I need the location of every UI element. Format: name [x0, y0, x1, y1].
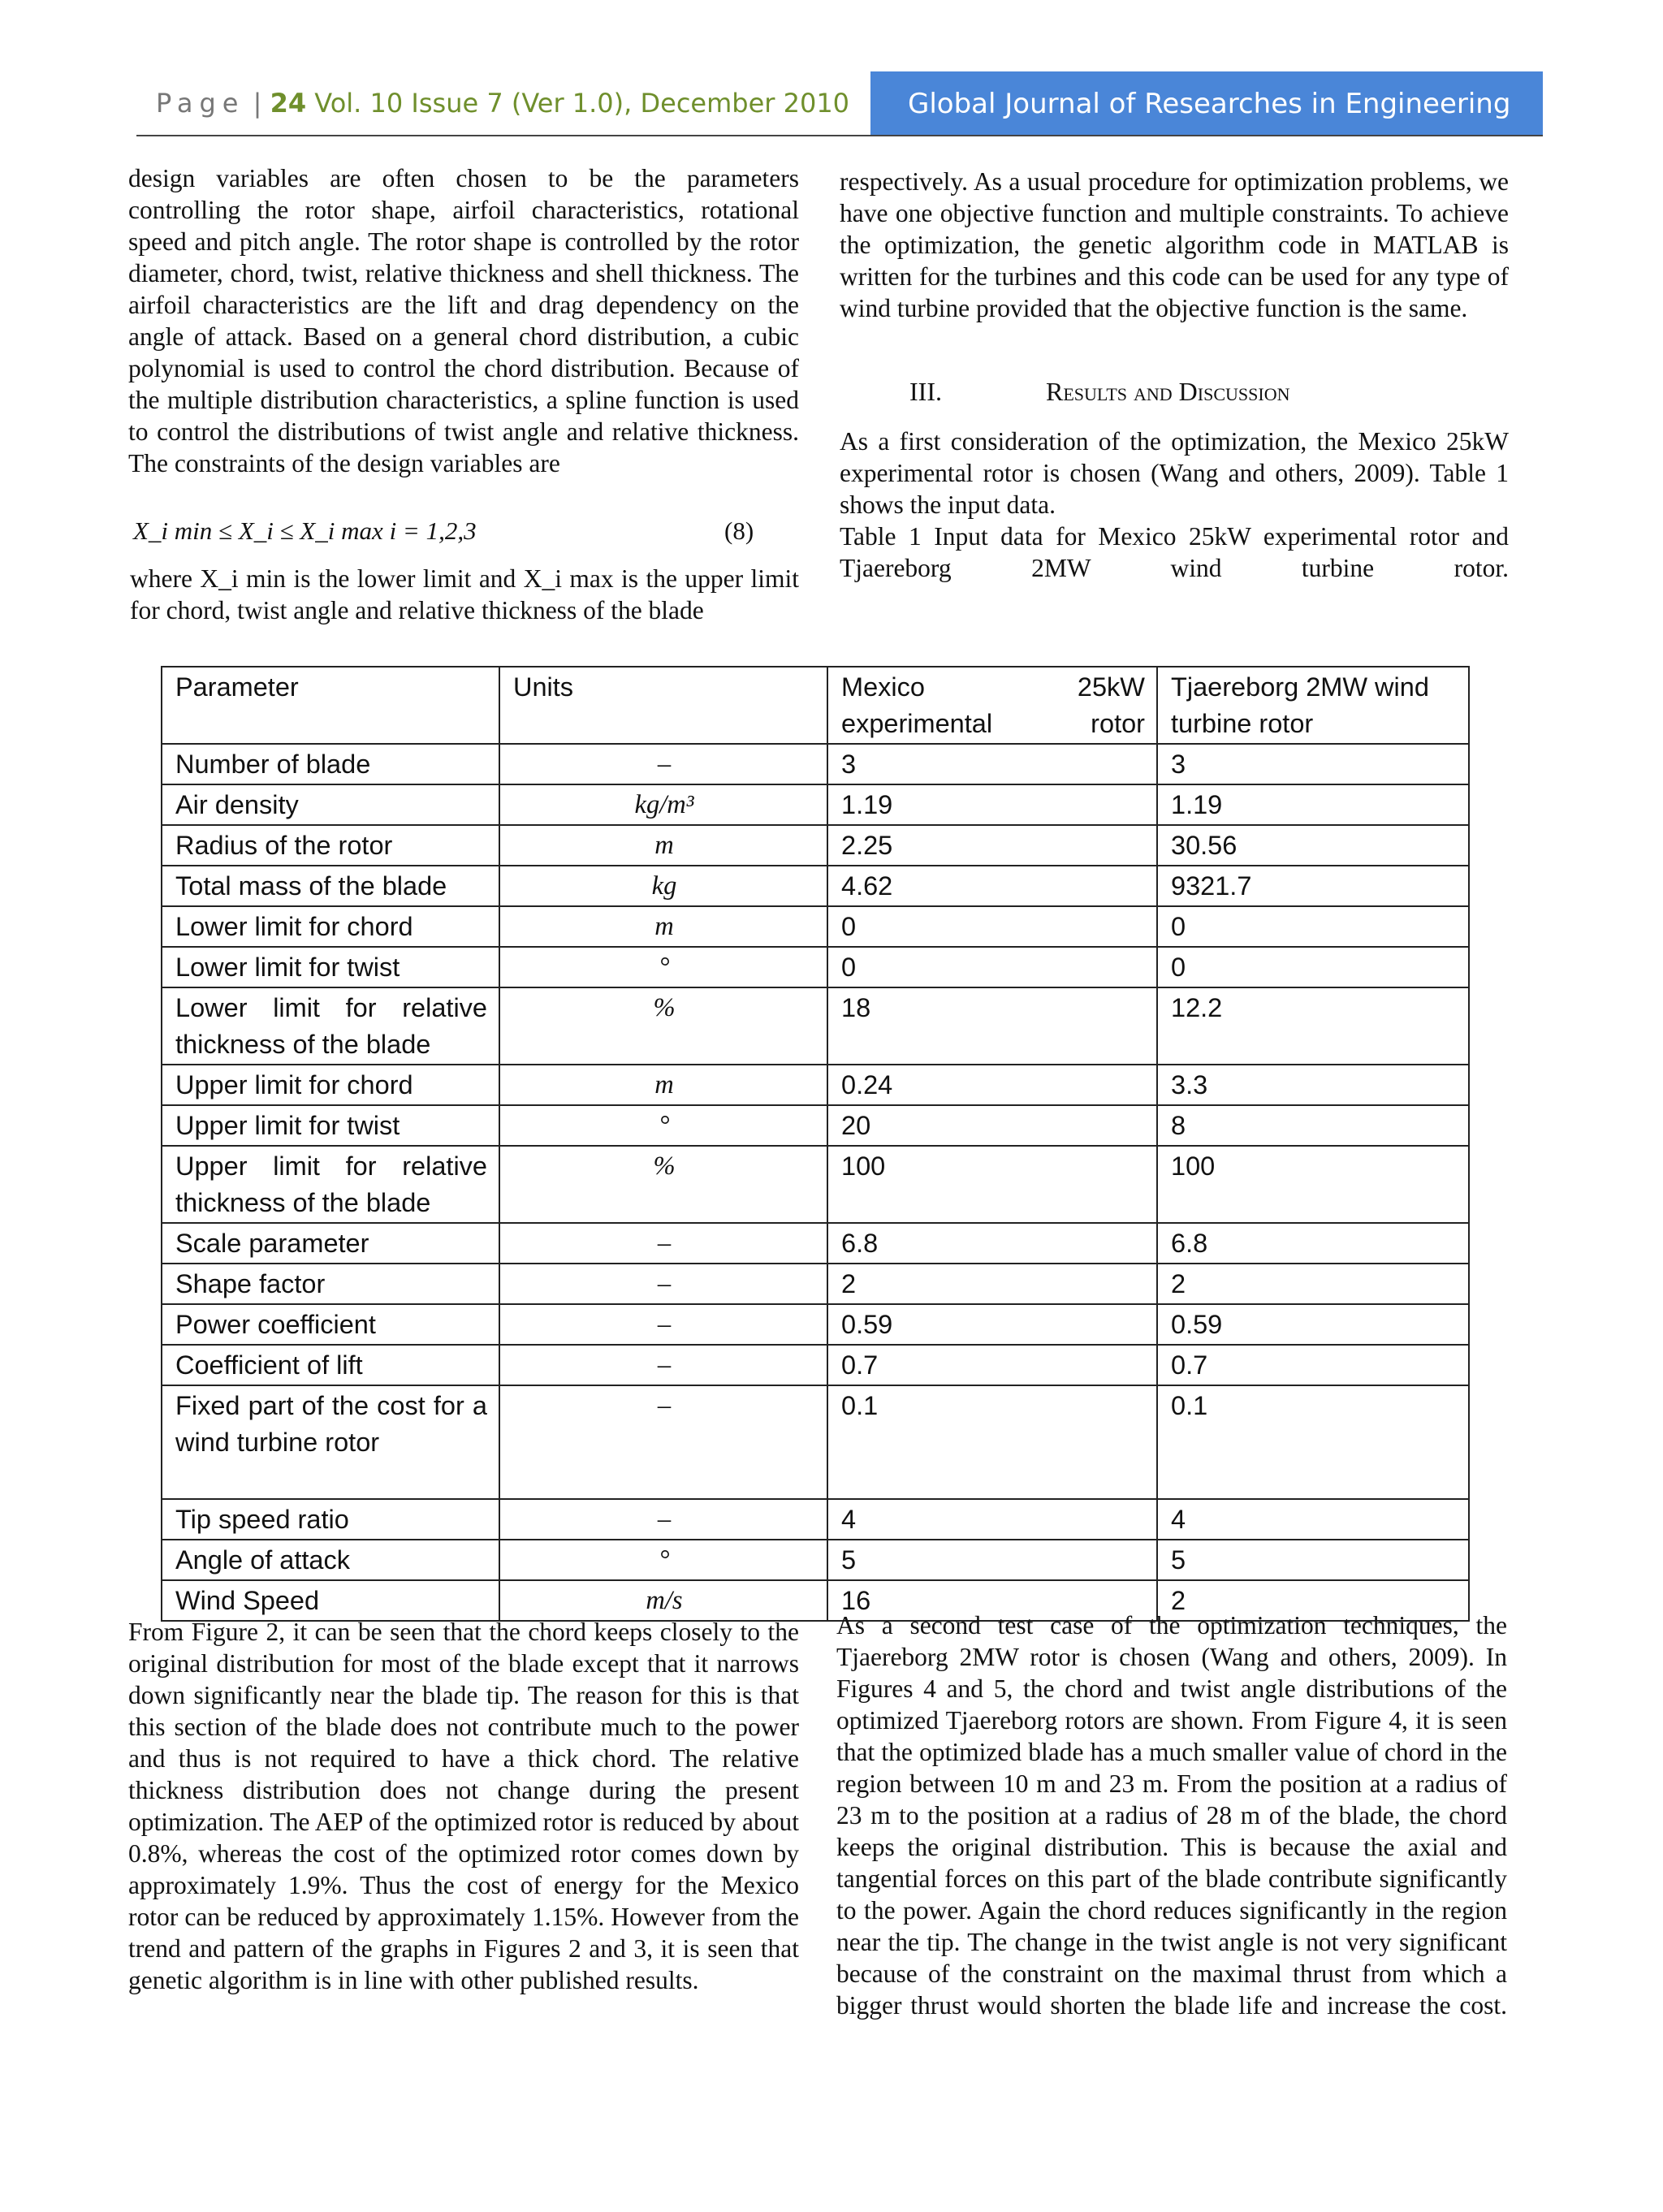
cell-parameter: Upper limit for twist [162, 1105, 499, 1146]
cell-units: m [499, 1065, 827, 1105]
table-row [162, 784, 1469, 825]
cell-units: kg/m³ [499, 784, 827, 825]
table-row [162, 1146, 1469, 1223]
volume-info: Vol. 10 Issue 7 (Ver 1.0), December 2010 [314, 88, 850, 119]
paragraph: design variables are often chosen to be the parameters controlling the rotor shape, airfoil characteristics, rotational speed and pitch angle. The rotor shape is controlled by the rotor diameter, chord, twist, relative thickness and shell thickness. The airfoil characteristics are the lift and drag dependency on the angle of attack. Based on a general chord distribution, a cubic polynomial is used to control the chord distribution. Because of the multiple distribution characteristics, a spline function is used to control the distributions of twist angle and relative thickness. The constraints of the design variables are [128, 164, 799, 477]
cell-tjaereborg: 3 [1157, 744, 1469, 784]
cell-tjaereborg: 6.8 [1157, 1223, 1469, 1264]
cell-mexico: 0.59 [827, 1304, 1157, 1345]
cell-units: ° [499, 947, 827, 987]
cell-parameter: Tip speed ratio [162, 1499, 499, 1540]
table-row [162, 744, 1469, 784]
table-row [162, 947, 1469, 987]
paragraph: As a second test case of the optimization techniques, the Tjaereborg 2MW rotor is chosen (Wang and others, 2009). In Figures 4 and 5, the chord and twist angle distributions of the optimized Tjaereborg rotors are shown. From Figure 4, it is seen that the optimized blade has a much smaller value of chord in the region between 10 m and 23 m. From the position at a radius of 23 m to the position at a radius of 28 m of the blade, the chord keeps the original distribution. This is because the axial and tangential forces on this part of the blade contribute significantly to the power. Again the chord reduces significantly in the region near the tip. The change in the twist angle is not very significant because of the constraint on the maximal thrust from which a bigger thrust would shorten the blade life and increase the cost. [836, 1611, 1507, 2020]
equation-number: (8) [724, 516, 754, 545]
cell-parameter: Lower limit for chord [162, 906, 499, 947]
cell-units: m/s [499, 1580, 827, 1621]
cell-parameter: Lower limit for twist [162, 947, 499, 987]
cell-parameter: Angle of attack [162, 1540, 499, 1580]
cell-tjaereborg: 0.7 [1157, 1345, 1469, 1385]
cell-units: – [499, 1385, 827, 1499]
cell-tjaereborg: 8 [1157, 1105, 1469, 1146]
cell-parameter: Number of blade [162, 744, 499, 784]
header-mexico: Mexico 25kW experimental rotor [827, 667, 1157, 744]
cell-tjaereborg: 12.2 [1157, 987, 1469, 1065]
header-tjaereborg: Tjaereborg 2MW wind turbine rotor [1157, 667, 1469, 744]
cell-parameter: Fixed part of the cost for a wind turbine rotor [162, 1385, 499, 1499]
table-header-row [162, 667, 1469, 744]
table-row [162, 1345, 1469, 1385]
page-number: 24 [270, 88, 307, 119]
cell-units: ° [499, 1540, 827, 1580]
cell-tjaereborg: 30.56 [1157, 825, 1469, 866]
paragraph: respectively. As a usual procedure for optimization problems, we have one objective function and multiple constraints. To achieve the optimization, the genetic algorithm code in MATLAB is written for the turbines and this code can be used for any type of wind turbine provided that the objective function is the same. [840, 167, 1509, 322]
section-number: III. [909, 377, 942, 406]
running-header [156, 88, 849, 119]
left-column-after-equation [130, 563, 799, 626]
cell-parameter: Upper limit for chord [162, 1065, 499, 1105]
table-row [162, 1264, 1469, 1304]
header-separator: | [253, 88, 262, 119]
cell-parameter: Upper limit for relative thickness of the blade [162, 1146, 499, 1223]
cell-parameter: Air density [162, 784, 499, 825]
cell-mexico: 4 [827, 1499, 1157, 1540]
cell-mexico: 0 [827, 947, 1157, 987]
cell-mexico: 3 [827, 744, 1157, 784]
cell-mexico: 100 [827, 1146, 1157, 1223]
cell-mexico: 20 [827, 1105, 1157, 1146]
cell-tjaereborg: 5 [1157, 1540, 1469, 1580]
journal-banner [870, 71, 1543, 136]
cell-mexico: 2 [827, 1264, 1157, 1304]
cell-mexico: 4.62 [827, 866, 1157, 906]
cell-tjaereborg: 2 [1157, 1264, 1469, 1304]
cell-units: % [499, 1146, 827, 1223]
cell-tjaereborg: 9321.7 [1157, 866, 1469, 906]
journal-title: Global Journal of Researches in Engineering [908, 88, 1511, 120]
constraint-equation [133, 516, 799, 546]
cell-units: – [499, 1264, 827, 1304]
cell-mexico: 18 [827, 987, 1157, 1065]
table-row [162, 1540, 1469, 1580]
paragraph: As a first consideration of the optimization, the Mexico 25kW experimental rotor is chosen (Wang and others, 2009). Table 1 shows the input data. [840, 427, 1509, 519]
cell-tjaereborg: 0 [1157, 947, 1469, 987]
right-column-bottom [836, 1609, 1507, 2021]
cell-tjaereborg: 3.3 [1157, 1065, 1469, 1105]
table-row [162, 866, 1469, 906]
cell-units: ° [499, 1105, 827, 1146]
left-column-top [128, 162, 799, 479]
page-word: Page [156, 88, 245, 119]
cell-tjaereborg: 2 [1157, 1580, 1469, 1621]
paragraph: From Figure 2, it can be seen that the chord keeps closely to the original distribution for most of the blade except that it narrows down significantly near the blade tip. The reason for this is that this section of the blade does not contribute much to the power and thus is not required to have a thick chord. The relative thickness distribution does not change during the present optimization. The AEP of the optimized rotor is reduced by about 0.8%, whereas the cost of the optimized rotor comes down by approximately 1.9%. Thus the cost of energy for the Mexico rotor can be reduced by approximately 1.15%. However from the trend and pattern of the graphs in Figures 2 and 3, it is seen that genetic algorithm is in line with other published results. [128, 1618, 799, 1994]
cell-units: – [499, 1499, 827, 1540]
table-caption: Table 1 Input data for Mexico 25kW experimental rotor and Tjaereborg 2MW wind turbine rotor. [840, 522, 1509, 582]
table-row [162, 1065, 1469, 1105]
input-data-table [161, 666, 1470, 1622]
cell-mexico: 0.1 [827, 1385, 1157, 1499]
table-row [162, 1105, 1469, 1146]
paragraph: where X_i min is the lower limit and X_i max is the upper limit for chord, twist angle and relative thickness of the blade [130, 564, 799, 624]
cell-mexico: 0 [827, 906, 1157, 947]
cell-parameter: Lower limit for relative thickness of the blade [162, 987, 499, 1065]
cell-tjaereborg: 0 [1157, 906, 1469, 947]
cell-parameter: Shape factor [162, 1264, 499, 1304]
right-column-top [840, 166, 1509, 324]
cell-tjaereborg: 0.1 [1157, 1385, 1469, 1499]
cell-units: – [499, 744, 827, 784]
cell-mexico: 5 [827, 1540, 1157, 1580]
cell-units: % [499, 987, 827, 1065]
cell-parameter: Wind Speed [162, 1580, 499, 1621]
cell-units: – [499, 1345, 827, 1385]
cell-units: m [499, 825, 827, 866]
section-title: Results and Discussion [1046, 377, 1290, 406]
cell-units: kg [499, 866, 827, 906]
cell-parameter: Total mass of the blade [162, 866, 499, 906]
cell-parameter: Power coefficient [162, 1304, 499, 1345]
table-row [162, 825, 1469, 866]
cell-units: – [499, 1304, 827, 1345]
section-heading [909, 377, 1289, 407]
table-row [162, 906, 1469, 947]
cell-units: – [499, 1223, 827, 1264]
cell-tjaereborg: 0.59 [1157, 1304, 1469, 1345]
table-row [162, 1385, 1469, 1499]
cell-tjaereborg: 4 [1157, 1499, 1469, 1540]
cell-tjaereborg: 1.19 [1157, 784, 1469, 825]
table-row [162, 1304, 1469, 1345]
cell-parameter: Coefficient of lift [162, 1345, 499, 1385]
cell-mexico: 2.25 [827, 825, 1157, 866]
cell-mexico: 16 [827, 1580, 1157, 1621]
equation-text: X_i min ≤ X_i ≤ X_i max i = 1,2,3 [133, 516, 477, 545]
cell-mexico: 0.24 [827, 1065, 1157, 1105]
cell-mexico: 0.7 [827, 1345, 1157, 1385]
cell-units: m [499, 906, 827, 947]
cell-parameter: Radius of the rotor [162, 825, 499, 866]
cell-mexico: 1.19 [827, 784, 1157, 825]
right-column-intro [840, 426, 1509, 584]
header-divider [136, 135, 1543, 136]
table-row [162, 1223, 1469, 1264]
header-units: Units [499, 667, 827, 744]
cell-parameter: Scale parameter [162, 1223, 499, 1264]
cell-tjaereborg: 100 [1157, 1146, 1469, 1223]
table-row [162, 987, 1469, 1065]
cell-mexico: 6.8 [827, 1223, 1157, 1264]
table-row [162, 1499, 1469, 1540]
header-parameter: Parameter [162, 667, 499, 744]
left-column-bottom [128, 1616, 799, 1996]
